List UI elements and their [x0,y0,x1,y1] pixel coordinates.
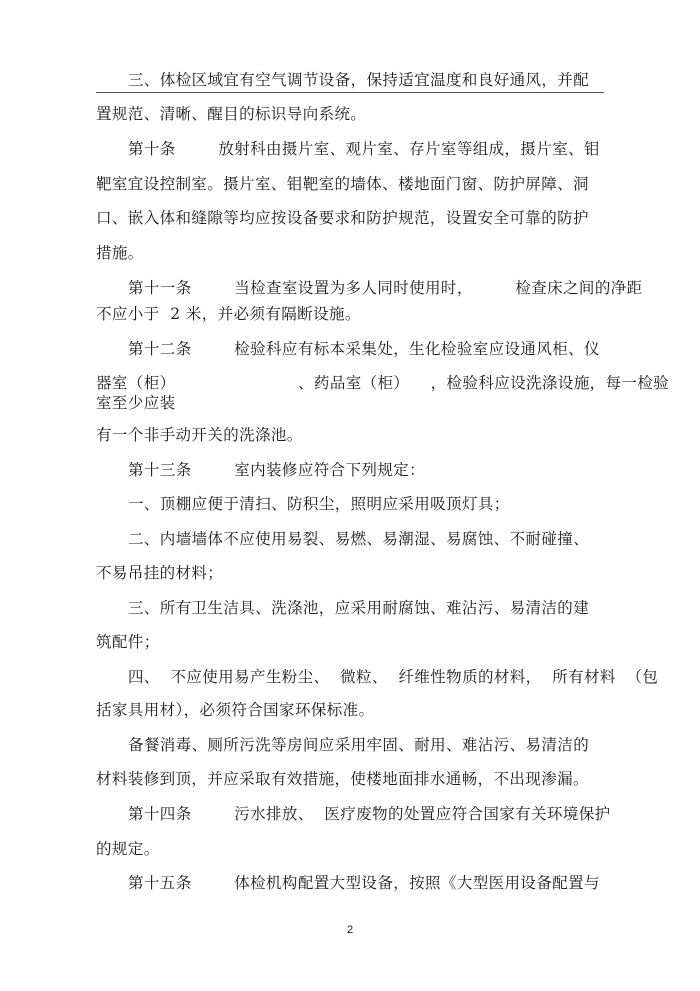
text-line: 器室（柜） 、药品室（柜） ，检验科应设洗涤设施，每一检验 [96,374,670,392]
article-15-heading: 第十五条 体检机构配置大型设备，按照《大型医用设备配置与 [128,874,600,892]
text-line: 四、 不应使用易产生粉尘、 微粒、 纤维性物质的材料， 所有材料 （包 [128,668,659,686]
text-line: 室至少应装 [96,394,176,412]
text-line: 备餐消毒、厕所污洗等房间应采用牢固、耐用、难沾污、易清洁的 [128,736,590,754]
text-line: 一、顶棚应便于清扫、防积尘，照明应采用吸顶灯具； [128,495,510,513]
article-10-heading: 第十条 放射科由摄片室、观片室、存片室等组成，摄片室、钼 [128,140,600,158]
text-line: 括家具用材），必须符合国家环保标准。 [96,701,375,719]
text-line: 不应小于 2 米，并必须有隔断设施。 [96,305,361,323]
text-line: 三、所有卫生洁具、洗涤池，应采用耐腐蚀、难沾污、易清洁的建 [128,599,590,617]
text-line: 三、体检区域宜有空气调节设备，保持适宜温度和良好通风，并配 [128,71,590,89]
article-11-heading: 第十一条 当检查室设置为多人同时使用时， 检查床之间的净距 [128,279,643,297]
text-line: 有一个非手动开关的洗涤池。 [96,426,303,444]
text-line: 二、内墙墙体不应使用易裂、易燃、易潮湿、易腐蚀、不耐碰撞、 [128,530,590,548]
article-13-heading: 第十三条 室内装修应符合下列规定： [128,461,426,479]
header-rule [96,92,604,93]
text-line: 材料装修到顶，并应采取有效措施，使楼地面排水通畅，不出现渗漏。 [96,770,589,788]
text-line: 的规定。 [96,840,160,858]
text-line: 筑配件； [96,633,160,651]
text-line: 措施。 [96,244,144,262]
text-line: 置规范、清晰、醒目的标识导向系统。 [96,105,367,123]
text-line: 靶室宜设控制室。摄片室、钼靶室的墙体、楼地面门窗、防护屏障、洞 [96,175,589,193]
article-14-heading: 第十四条 污水排放、 医疗废物的处置应符合国家有关环境保护 [128,805,611,823]
article-12-heading: 第十二条 检验科应有标本采集处，生化检验室应设通风柜、仪 [128,340,600,358]
text-line: 口、嵌入体和缝隙等均应按设备要求和防护规范，设置安全可靠的防护 [96,209,589,227]
page-number: 2 [346,924,354,936]
text-line: 不易吊挂的材料； [96,564,224,582]
